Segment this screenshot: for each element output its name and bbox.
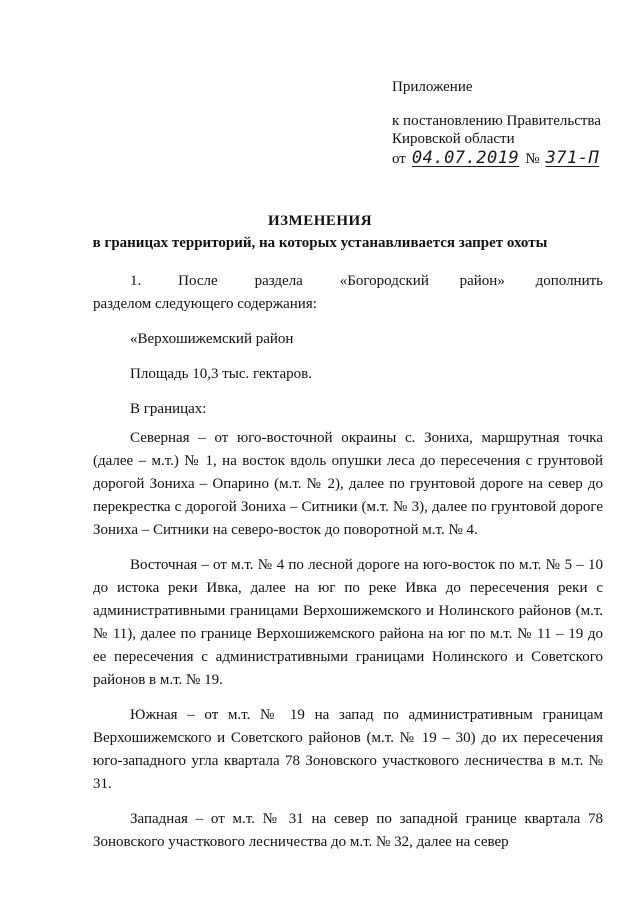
paragraph-3: Площадь 10,3 тыс. гектаров. bbox=[130, 366, 312, 382]
decree-reference-line-1: к постановлению Правительства bbox=[392, 113, 601, 129]
paragraph-1: 1. После раздела «Богородский район» дополнить разделом следующего содержания: bbox=[93, 273, 626, 312]
paragraph-4: В границах: bbox=[130, 401, 207, 417]
document-body bbox=[93, 270, 626, 866]
paragraph-7: Южная – от м.т. № 19 на запад по административным границам Верхошижемского и Советского районов (м.т. № 19 – 30) до их пересечения юго-западного угла квартала 78 Зоновского участкового лесничества в м.т. № 31. bbox=[93, 707, 603, 792]
appendix-header bbox=[392, 78, 622, 168]
paragraph-8: Западная – от м.т. № 31 на север по западной границе квартала 78 Зоновского участкового лесничества до м.т. № 32, далее на север bbox=[93, 811, 603, 850]
title-subheading: в границах территорий, на которых устанавливается запрет охоты bbox=[92, 235, 548, 251]
title-heading: ИЗМЕНЕНИЯ bbox=[267, 213, 373, 229]
from-prefix: от bbox=[392, 151, 406, 167]
paragraph-5: Северная – от юго-восточной окраины с. Зониха, маршрутная точка (далее – м.т.) № 1, на восток вдоль опушки леса до пересечения с грунтовой дорогой Зониха – Опарино (м.т. № 2), далее по грунтовой дороге на север до перекрестка с дорогой Зониха – Ситники (м.т. № 3), далее по грунтовой дороге Зониха – Ситники на северо-восток до поворотной м.т. № 4. bbox=[93, 430, 603, 538]
document-title bbox=[0, 212, 640, 252]
appendix-label: Приложение bbox=[392, 79, 473, 95]
number-prefix: № bbox=[525, 151, 540, 167]
handwritten-date: 04.07.2019 bbox=[411, 148, 520, 168]
decree-date-number-line bbox=[392, 148, 622, 168]
paragraph-2: «Верхошижемский район bbox=[130, 331, 294, 347]
decree-reference-line-2: Кировской области bbox=[392, 131, 515, 147]
handwritten-number: 371-П bbox=[545, 148, 600, 168]
spacer bbox=[392, 96, 622, 112]
paragraph-6: Восточная – от м.т. № 4 по лесной дороге на юго-восток по м.т. № 5 – 10 до истока реки Ивка, далее на юг по реке Ивка до пересечения реки с административными границами Верхошижемского и Нолинского районов (м.т. № 11), далее по границе Верхошижемского района на юг по м.т. № 11 – 19 до ее пересечения с административными границами Нолинского и Советского районов в м.т. № 19. bbox=[93, 557, 603, 688]
